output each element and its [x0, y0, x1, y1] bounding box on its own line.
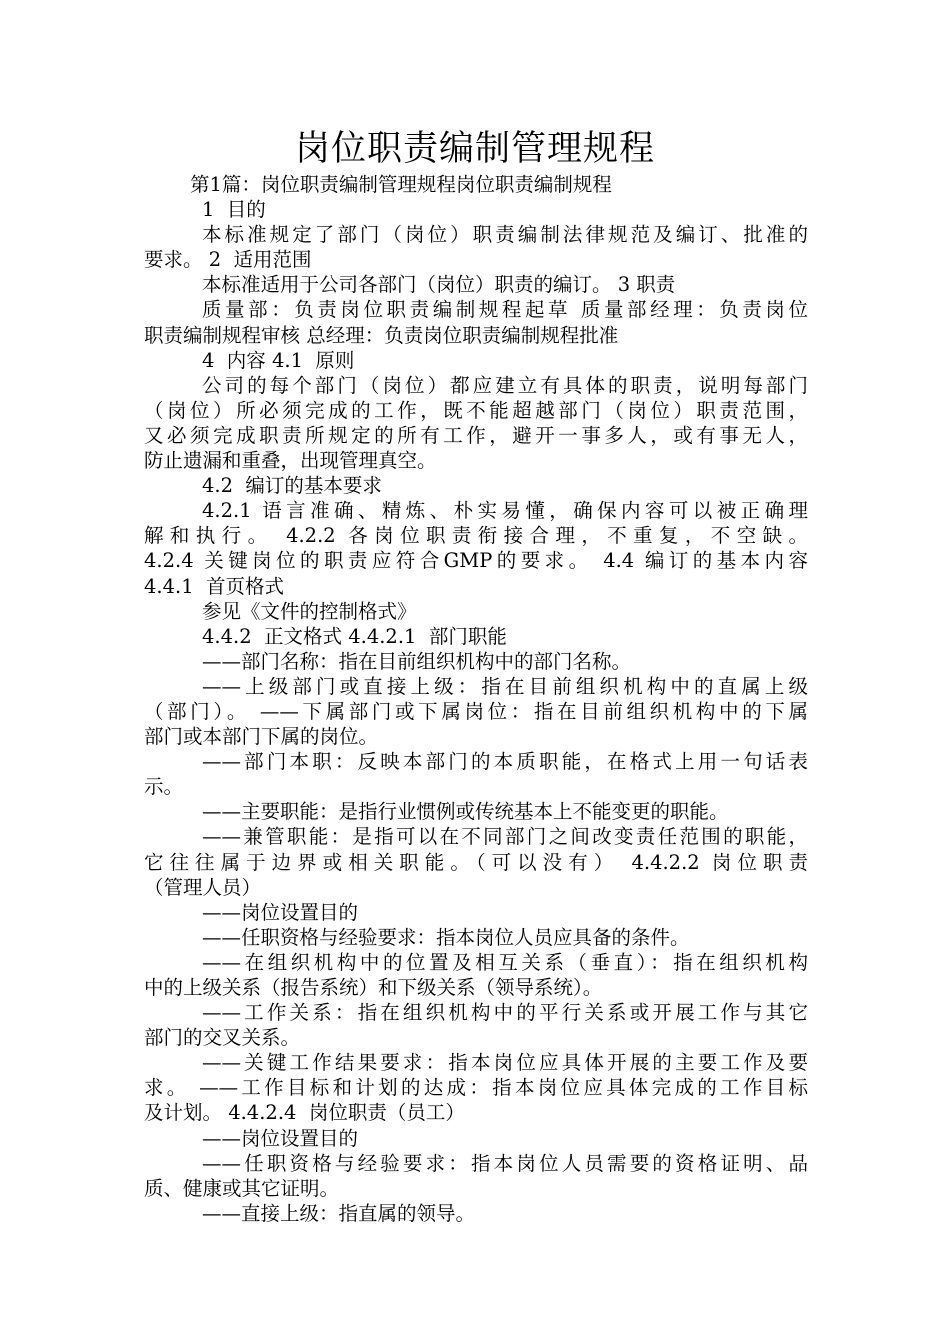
paragraph-line: ——关键工作结果要求：指本岗位应具体开展的主要工作及要: [202, 1051, 808, 1075]
paragraph-line: 4.4.1 首页格式: [144, 574, 285, 598]
paragraph-line: 4.4.2 正文格式 4.4.2.1 部门职能: [202, 624, 507, 648]
paragraph-line: ——部门名称：指在目前组织机构中的部门名称。: [202, 649, 632, 673]
paragraph-line: ——主要职能：是指行业惯例或传统基本上不能变更的职能。: [202, 800, 729, 824]
paragraph-line: ——任职资格与经验要求：指本岗位人员应具备的条件。: [202, 925, 690, 949]
paragraph-line: 要求。 2 适用范围: [144, 248, 312, 272]
paragraph-line: 它往往属于边界或相关职能。（可以没有） 4.4.2.2 岗位职责: [144, 850, 808, 874]
paragraph-line: 求。 ——工作目标和计划的达成：指本岗位应具体完成的工作目标: [144, 1076, 808, 1100]
paragraph-line: 质、健康或其它证明。: [144, 1176, 340, 1200]
paragraph-line: ——在组织机构中的位置及相互关系（垂直）：指在组织机构: [202, 950, 808, 974]
paragraph-line: 职责编制规程审核 总经理：负责岗位职责编制规程批准: [144, 323, 619, 347]
paragraph-line: （岗位）所必须完成的工作，既不能超越部门（岗位）职责范围，: [144, 398, 808, 422]
paragraph-line: 第1篇：岗位职责编制管理规程岗位职责编制规程: [190, 173, 612, 196]
paragraph-line: 公司的每个部门（岗位）都应建立有具体的职责，说明每部门: [202, 373, 808, 397]
paragraph-line: 4.2.1 语言准确、精炼、朴实易懂，确保内容可以被正确理: [202, 499, 808, 523]
paragraph-line: ——兼管职能：是指可以在不同部门之间改变责任范围的职能，: [202, 825, 808, 849]
paragraph-line: 又必须完成职责所规定的所有工作，避开一事多人，或有事无人，: [144, 423, 808, 447]
paragraph-line: ——任职资格与经验要求：指本岗位人员需要的资格证明、品: [202, 1151, 808, 1175]
paragraph-line: 部门或本部门下属的岗位。: [144, 725, 379, 749]
document-body: [144, 172, 808, 1226]
paragraph-line: 1 目的: [202, 198, 266, 222]
document-title: 岗位职责编制管理规程: [294, 129, 655, 169]
paragraph-line: 4 内容 4.1 原则: [202, 348, 355, 372]
paragraph-line: （管理人员）: [144, 875, 262, 899]
paragraph-line: 解和执行。 4.2.2 各岗位职责衔接合理，不重复，不空缺。: [144, 524, 808, 548]
paragraph-line: 及计划。 4.4.2.4 岗位职责（员工）: [144, 1101, 465, 1125]
paragraph-line: 防止遗漏和重叠，出现管理真空。: [144, 449, 437, 473]
paragraph-line: ——直接上级：指直属的领导。: [202, 1201, 476, 1225]
paragraph-line: ——部门本职：反映本部门的本质职能，在格式上用一句话表: [202, 750, 808, 774]
paragraph-line: ——岗位设置目的: [202, 1126, 359, 1150]
paragraph-line: ——工作关系：指在组织机构中的平行关系或开展工作与其它: [202, 1001, 808, 1025]
paragraph-line: 部门的交叉关系。: [144, 1026, 301, 1050]
paragraph-line: （部门）。 ——下属部门或下属岗位：指在目前组织机构中的下属: [144, 699, 808, 723]
paragraph-line: 质量部：负责岗位职责编制规程起草 质量部经理：负责岗位: [202, 298, 808, 322]
paragraph-line: 4.2.4 关键岗位的职责应符合GMP的要求。 4.4 编订的基本内容: [144, 549, 808, 573]
paragraph-line: 本标准适用于公司各部门（岗位）职责的编订。 3 职责: [202, 273, 676, 297]
paragraph-line: 4.2 编订的基本要求: [202, 474, 382, 498]
paragraph-line: ——上级部门或直接上级：指在目前组织机构中的直属上级: [202, 674, 808, 698]
paragraph-line: 示。: [144, 775, 184, 799]
paragraph-line: 中的上级关系（报告系统）和下级关系（领导系统）。: [144, 976, 603, 999]
paragraph-line: ——岗位设置目的: [202, 900, 359, 924]
paragraph-line: 本标准规定了部门（岗位）职责编制法律规范及编订、批准的: [202, 223, 808, 247]
paragraph-line: 参见《文件的控制格式》: [202, 599, 417, 623]
